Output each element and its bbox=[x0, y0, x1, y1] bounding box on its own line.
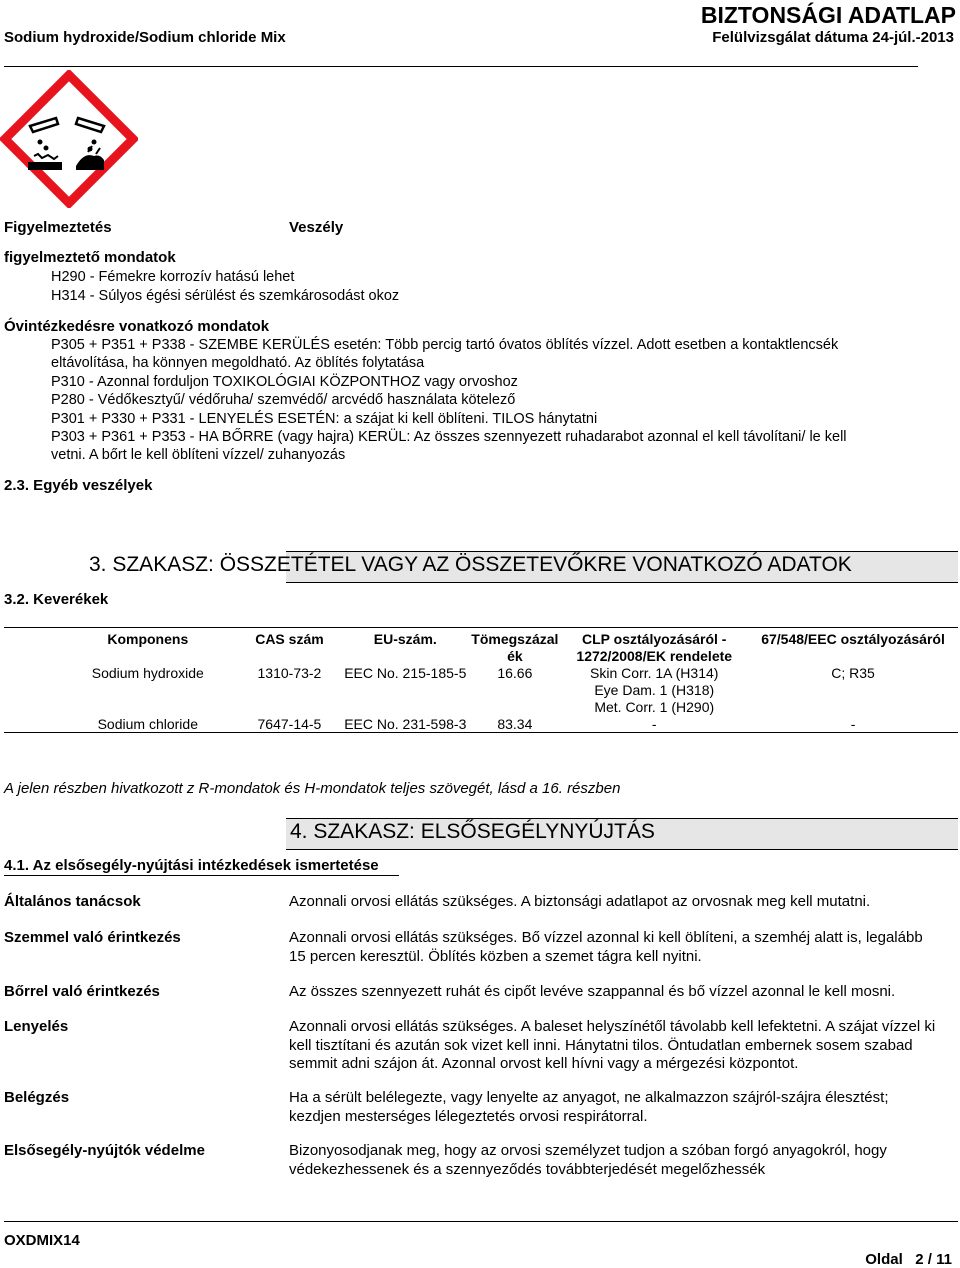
footer-code: OXDMIX14 bbox=[4, 1232, 80, 1249]
first-aid-label: Belégzés bbox=[4, 1089, 70, 1106]
col-eu: EU-szám. bbox=[373, 631, 437, 647]
cell-cas: 7647-14-5 bbox=[257, 716, 322, 732]
first-aid-label: Lenyelés bbox=[4, 1018, 69, 1035]
clp-entry: Eye Dam. 1 (H318) bbox=[594, 682, 715, 698]
cell-eec: C; R35 bbox=[831, 665, 875, 681]
cell-eec: - bbox=[850, 716, 856, 732]
col-cas: CAS szám bbox=[255, 631, 324, 647]
first-aid-label: Általános tanácsok bbox=[4, 893, 141, 910]
table-row bbox=[58, 665, 958, 716]
page-label: Oldal bbox=[865, 1251, 903, 1268]
page-number bbox=[865, 1251, 952, 1268]
cell-cas: 1310-73-2 bbox=[257, 665, 322, 681]
first-aid-text: Ha a sérült belélegezte, vagy lenyelte az anyagot, ne alkalmazzon szájról-szájra élesztést; kezdjen mesterséges lélegeztetés orvosi respirátorral. bbox=[289, 1089, 889, 1125]
clp-entry: Skin Corr. 1A (H314) bbox=[590, 665, 719, 681]
section-4-title: 4. SZAKASZ: ELSŐSEGÉLYNYÚJTÁS bbox=[290, 820, 655, 843]
footer-rule bbox=[4, 1221, 958, 1222]
first-aid-label: Bőrrel való érintkezés bbox=[4, 983, 160, 1000]
header-rule bbox=[4, 66, 918, 67]
corrosion-ghs05-icon bbox=[0, 70, 138, 208]
precaution-line: eltávolítása, ha könnyen megoldható. Az öblítés folytatása bbox=[51, 355, 425, 371]
cell-mass: 83.34 bbox=[497, 716, 533, 732]
cell-eu: EEC No. 215-185-5 bbox=[344, 665, 467, 681]
col-eec: 67/548/EEC osztályozásáról bbox=[761, 631, 945, 647]
other-hazards-heading: 2.3. Egyéb veszélyek bbox=[4, 477, 153, 494]
first-aid-text: Azonnali orvosi ellátás szükséges. A biztonsági adatlapot az orvosnak meg kell mutatni. bbox=[289, 893, 871, 910]
precaution-heading: Óvintézkedésre vonatkozó mondatok bbox=[4, 318, 270, 335]
first-aid-text: Az összes szennyezett ruhát és cipőt levéve szappannal és bő vízzel azonnal le kell mosni. bbox=[289, 983, 896, 1000]
hazard-statement: H314 - Súlyos égési sérülést és szemkárosodást okoz bbox=[51, 288, 400, 304]
table-top-rule bbox=[4, 627, 958, 628]
section-3-note: A jelen részben hivatkozott z R-mondatok és H-mondatok teljes szövegét, lásd a 16. részben bbox=[4, 780, 621, 797]
table-row bbox=[58, 716, 958, 733]
signal-word-label: Figyelmeztetés bbox=[4, 219, 112, 236]
section-3-title: 3. SZAKASZ: ÖSSZETÉTEL VAGY AZ ÖSSZETEVŐKRE VONATKOZÓ ADATOK bbox=[89, 553, 852, 576]
first-aid-label: Elsősegély-nyújtók védelme bbox=[4, 1142, 205, 1159]
precaution-line: P303 + P361 + P353 - HA BŐRRE (vagy hajra) KERÜL: Az összes szennyezett ruhadarabot azonnal el kell távolítani/ le kell bbox=[51, 429, 847, 445]
composition-table bbox=[58, 631, 958, 733]
mixtures-heading: 3.2. Keverékek bbox=[4, 591, 109, 608]
first-aid-text: Azonnali orvosi ellátás szükséges. Bő vízzel azonnal ki kell öblíteni, a szemhéj alatt is, legalább 15 percen keresztül. Öblítés közben a szemet tágra kell nyitni. bbox=[289, 929, 923, 965]
cell-component: Sodium hydroxide bbox=[91, 665, 204, 681]
cell-clp: - bbox=[651, 716, 657, 732]
cell-component: Sodium chloride bbox=[97, 716, 198, 732]
cell-eu: EEC No. 231-598-3 bbox=[344, 716, 467, 732]
precaution-line: P280 - Védőkesztyű/ védőruha/ szemvédő/ arcvédő használata kötelező bbox=[51, 392, 516, 408]
signal-word-value: Veszély bbox=[289, 219, 344, 236]
first-aid-label: Szemmel való érintkezés bbox=[4, 929, 181, 946]
cell-mass: 16.66 bbox=[497, 665, 533, 681]
page-count: 2 / 11 bbox=[915, 1251, 952, 1268]
col-component: Komponens bbox=[107, 631, 189, 647]
col-mass: Tömegszázal ék bbox=[471, 631, 559, 664]
cell-clp bbox=[560, 665, 748, 716]
first-aid-text: Azonnali orvosi ellátás szükséges. A baleset helyszínétől távolabb kell lefektetni. A szájat vízzel ki kell tisztítani és azután sok vizet kell inni. Hánytatni tilos. Öntudatlan embernek sosem szabad semmit adni szájon át. Azonnal orvost kell hívni vagy a mérgezési központot. bbox=[289, 1018, 936, 1072]
precaution-line: P305 + P351 + P338 - SZEMBE KERÜLÉS esetén: Több percig tartó óvatos öblítés vízzel. Adott esetben a kontaktlencsék bbox=[51, 337, 839, 353]
revision-date: Felülvizsgálat dátuma 24-júl.-2013 bbox=[712, 29, 954, 46]
precaution-line: vetni. A bőrt le kell öblíteni vízzel/ zuhanyozás bbox=[51, 447, 346, 463]
table-header-row bbox=[58, 631, 958, 665]
precaution-line: P301 + P330 + P331 - LENYELÉS ESETÉN: a szájat ki kell öblíteni. TILOS hánytatni bbox=[51, 411, 598, 427]
hazard-heading: figyelmeztető mondatok bbox=[4, 249, 176, 266]
table-bottom-rule bbox=[4, 732, 958, 733]
first-aid-subheading: 4.1. Az elsősegély-nyújtási intézkedések ismertetése bbox=[4, 857, 399, 876]
product-name: Sodium hydroxide/Sodium chloride Mix bbox=[4, 29, 286, 46]
document-title: BIZTONSÁGI ADATLAP bbox=[700, 2, 956, 28]
clp-entry: Met. Corr. 1 (H290) bbox=[594, 699, 715, 715]
hazard-statement: H290 - Fémekre korrozív hatású lehet bbox=[51, 269, 295, 285]
precaution-line: P310 - Azonnal forduljon TOXIKOLÓGIAI KÖZPONTHOZ vagy orvoshoz bbox=[51, 374, 518, 390]
col-clp: CLP osztályozásáról - 1272/2008/EK rendelete bbox=[576, 631, 733, 664]
first-aid-text: Bizonyosodjanak meg, hogy az orvosi személyzet tudjon a szóban forgó anyagokról, hogy védekezhessenek és a szennyeződés továbbterjedését megelőzhessék bbox=[289, 1142, 887, 1178]
